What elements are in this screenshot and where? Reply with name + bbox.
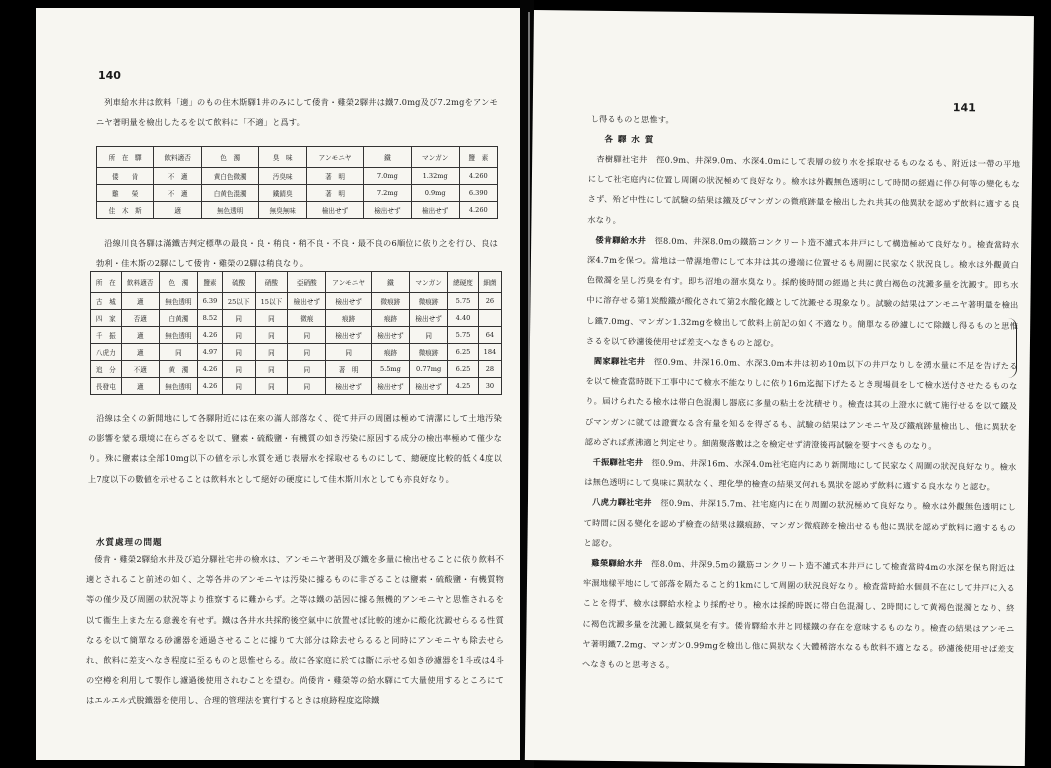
table-cell: 同	[222, 327, 255, 344]
table-cell: 不適	[121, 361, 159, 378]
table-cell: 白黄濁	[159, 310, 197, 327]
table-cell: 著 明	[307, 168, 364, 185]
table-cell: 6.390	[459, 185, 497, 202]
table-cell: 28	[478, 361, 501, 378]
table-cell: 26	[478, 293, 501, 310]
table-cell: 無色透明	[159, 327, 197, 344]
table-cell: 8.52	[198, 310, 223, 327]
station-entry-title: 倭肯驛給水井	[595, 234, 647, 246]
table-row	[91, 344, 502, 361]
table-cell: 0.9mg	[411, 185, 459, 202]
water-quality-table-2	[90, 271, 502, 395]
station-entry-title: 八虎力驛社宅井	[592, 497, 652, 508]
station-entry-body: 杏樹驛社宅井 徑0.9m、井深9.0m、水深4.0mにして表層の絞り水を採取せるものなるも、附近は一帶の平地にして社宅庭内に位置し周圍の狀況極めて良好なり。檢水は外觀無色透明にして時間の經過に伴ひ何等の變化もなさず、殆ど中性にして試驗の結果は鐵及びマンガンの微痕跡量を檢出したれ共其の他異狀を認めず飲料に適する良水なり。	[587, 153, 1021, 225]
table-cell: 黄 濁	[159, 361, 197, 378]
table-cell: 6.39	[198, 293, 223, 310]
table-header-cell: 鹽素	[198, 272, 223, 293]
table-cell: 同	[222, 361, 255, 378]
water-quality-table-1	[96, 146, 498, 219]
table-cell: 不 適	[154, 168, 202, 185]
table-cell: 同	[255, 310, 288, 327]
table-cell: 7.0mg	[363, 168, 411, 185]
table-row	[97, 185, 498, 202]
table-cell: 同	[255, 344, 288, 361]
table-header-cell: 飲料適否	[121, 272, 159, 293]
table-cell: 千 振	[91, 327, 122, 344]
table-cell: 無色透明	[159, 378, 197, 395]
table-header-cell: 所 在	[91, 272, 122, 293]
table-header-row	[91, 272, 502, 293]
table-header-cell: 鹽 素	[459, 147, 497, 168]
station-entry	[584, 452, 1016, 498]
table-row	[91, 293, 502, 310]
table-header-cell: 色 濁	[159, 272, 197, 293]
table-cell: 同	[222, 378, 255, 395]
table-cell: 檢出せず	[371, 327, 409, 344]
ranking-paragraph: 沿線川良各驛は滿鐵吉判定標準の最良・良・稍良・稍不良・不良・最不良の6順位に依り之を行ひ、良は勃利・佳木斯の2驛にして倭肯・雞榮の2驛は稍良なり。	[96, 238, 498, 269]
table-cell: 25以下	[222, 293, 255, 310]
table-cell: 檢出せず	[410, 310, 448, 327]
table-header-cell: 臭 味	[259, 147, 307, 168]
table-cell: 5.75	[448, 327, 479, 344]
table-cell: 同	[326, 344, 371, 361]
table-header-cell: 細菌	[478, 272, 501, 293]
station-entries	[582, 149, 1020, 680]
table-cell: 否適	[121, 310, 159, 327]
table-cell: 鐵錆臭	[259, 185, 307, 202]
table-cell: 同	[255, 361, 288, 378]
table-header-cell: 所 在 驛	[97, 147, 154, 168]
right-page	[525, 10, 1034, 766]
table-row	[91, 310, 502, 327]
table-header-cell: 飲料適否	[154, 147, 202, 168]
table-cell: 檢出せず	[326, 378, 371, 395]
station-entry-body: 徑8.0m、井深9.5mの鐵筋コンクリート造不濾式本井戸にして檢査當時4mの水深を保ち附近は牢濕地樣平地にして部落を隔たること約1kmにして周圍の狀況良好なり。檢査當時給水個員不在にして井戸に入ることを得ず、檢水は驛給水栓より採酌せり。檢水は採酌時既に帯白色混濁し、2時間にして黄褐色混濁となり、終に褐色沈澱多量を沈澱し鐵氣臭を有す。倭肯驛給水井と同樣鐵の存在を意味するものなり。檢査の結果はアンモニヤ著明鐵7.2mg、マンガン0.99mgを檢出し他に異狀なく大體稀溶水なるも飲料不適となる。砂濾後使用せば差支へなきものと思考さる。	[581, 558, 1016, 670]
table-cell: 白黄色混濁	[202, 185, 259, 202]
environment-paragraph: 沿線は全くの新開地にして各驛附近には在來の滿人部落なく、從て井戸の周圍は極めて淸潔にして土地汚染の影響を蒙る環境に在らざるを以て、鹽素・硫酸鹽・有機質の如き汚染に原因する成分の檢出率極めて僅少なり。殊に鹽素は全部10mg以下の値を示し水質を通じ表層水を採取せるものにして、總硬度比較的低く4度以上7度以下の數値を示せることは飲料水として絕好の硬度にして佳木斯川水としても亦良好なり。	[88, 413, 502, 484]
continuation-line: し得るものと思惟す。	[590, 113, 674, 125]
table-cell: 同	[410, 327, 448, 344]
table-cell: 適	[121, 344, 159, 361]
table-cell: 檢出せず	[307, 202, 364, 219]
table-cell: 微痕跡	[410, 344, 448, 361]
table-cell: 長發屯	[91, 378, 122, 395]
table-header-cell: 硝酸	[255, 272, 288, 293]
table-header-cell: マンガン	[410, 272, 448, 293]
table-cell: 同	[222, 344, 255, 361]
station-entry	[587, 149, 1020, 235]
table-cell: 4.260	[459, 202, 497, 219]
table-cell: 古 城	[91, 293, 122, 310]
table-row	[97, 202, 498, 219]
station-entry	[583, 492, 1016, 558]
left-page	[36, 8, 520, 760]
station-entry	[586, 229, 1019, 355]
table-cell: 著 明	[326, 361, 371, 378]
table-header-cell: 鐵	[371, 272, 409, 293]
table-cell: 同	[159, 344, 197, 361]
table-cell: 同	[288, 361, 326, 378]
table-cell: 四 家	[91, 310, 122, 327]
table-cell: 適	[154, 202, 202, 219]
table-cell: 1.32mg	[411, 168, 459, 185]
table-cell: 6.25	[448, 344, 479, 361]
station-entry-title: 閻家驛社宅井	[593, 355, 646, 367]
table-cell: 4.260	[459, 168, 497, 185]
table-cell: 痕跡	[371, 310, 409, 327]
table-header-row	[97, 147, 498, 168]
station-entry-body: 徑8.0m、井深8.0mの鐵筋コンクリート造不濾式本井戸にして構造極めて良好なり。檢査當時水深4.7mを保つ。當地は一帶濕地帶にして本井は其の邊端に位置せるも周圍に民家なく狀況良し。檢水は外觀黄白色微濁を呈し汚臭を有す。即ち沼地の溜水臭なり。採酌後時間の經過と共に黄白褐色の沈澱多量を沈澱す。即ち水中に溶存せる第1炭酸鐵が酸化されて第2水酸化鐵として沈澱せる現象なり。試驗の結果はアンモニヤ著明量を檢出し鐵7.0mg、マンガン1.32mgを檢出して飲料上前記の如く不適なり。簡單なる砂濾しにて除鐵し得るものと思惟さるを以て砂濾後使用せば差支へなきものと認む。	[585, 235, 1020, 348]
page-number: 140	[98, 69, 121, 82]
table-header-cell: 總硬度	[448, 272, 479, 293]
table-cell: 微痕	[288, 310, 326, 327]
station-entry-title: 千振驛社宅井	[592, 456, 644, 468]
table-cell: 同	[288, 327, 326, 344]
section-heading: 各 驛 水 質	[604, 134, 655, 146]
table-cell: 汚臭味	[259, 168, 307, 185]
table-cell: 微痕跡	[410, 293, 448, 310]
table-cell: 檢出せず	[410, 378, 448, 395]
treatment-paragraph: 倭肯・雞榮2驛給水井及び追分驛社宅井の檢水は、アンモニヤ著明及び鐵を多量に檢出せることに依り飲料不適とされること前述の如く、之等各井のアンモニヤは汚染に據るものに非ざることは鹽素・硫酸鹽・有機質物等の僅少及び周圍の狀況等より推察するに難からず。之等は鐵の話因に據る無機的アンモニヤと思惟されるを以て衞生上また左る意義を有せず。鐵は各井水共採酌後空氣中に放置せば比較的速かに酸化沈澱せらるる性質なるを以て簡單なる砂濾器を通過させることに據りて大部分は除去せらるると同時にアンモニヤも除去せられ、飲料に差支へなき程度に至るものと思惟せらる。故に各家庭に於ては斷に示せる如き砂濾器を1斗或は4斗の空樽を利用して製作し濾過後使用されむことを望む。尚倭肯・雞榮等の給水驛にて大量使用するところにてはエルエル式脫鐵器を使用し、合理的管理法を實行するときは痕跡程度迄除鐵	[86, 554, 504, 706]
table-cell: 痕跡	[326, 310, 371, 327]
station-entry-body: 徑0.9m、井深16m、水深4.0m社宅庭内にあり新開地にして民家なく周圍の狀況良好なり。檢水は無色透明にして臭味に異狀なく、理化學的檢査の結果叉何れも異狀を認めず飲料に適する良水なりと認む。	[584, 457, 1017, 492]
table-cell: 4.40	[448, 310, 479, 327]
table-header-cell: アンモニヤ	[326, 272, 371, 293]
table-cell: 同	[222, 310, 255, 327]
table-cell: 30	[478, 378, 501, 395]
table-cell: 無臭無味	[259, 202, 307, 219]
table-cell: 檢出せず	[363, 202, 411, 219]
table-cell: 同	[288, 378, 326, 395]
table-cell: 檢出せず	[326, 327, 371, 344]
station-entry	[582, 553, 1015, 679]
table-cell: 184	[478, 344, 501, 361]
table-cell: 佳 木 斯	[97, 202, 154, 219]
table-cell: 雞 榮	[97, 185, 154, 202]
table-row	[91, 361, 502, 378]
table-cell: 檢出せず	[288, 293, 326, 310]
table-cell: 64	[478, 327, 501, 344]
station-entry-body: 徑0.9m、井深16.0m、水深3.0m本井は初め10m以下の井戸なりしを湧水量に不足を告げたるを以て檢査當時既下工事中にて檢水不能なりしに依り16m迄掘下げたるとき現場員をして檢水送付させたるものなり。屆けられたる檢水は帯白色混濁し器底に多量の粘土を沈積せり。檢査は其の上澄水に就て施行せるを以て鐵及びマンガンに就ては證實なる含有量を知るを得ざるも、試驗の結果はアンモニヤ及び鐵痕跡量檢出し、他に異狀を認めざれば煮沸適と判定せり。細菌聚落數は之を檢定せず淸澄後再試驗を要すべきものなり。	[584, 356, 1018, 451]
table-cell: 4.26	[198, 378, 223, 395]
table-cell: 八虎力	[91, 344, 122, 361]
table-cell: 追 分	[91, 361, 122, 378]
table-row	[91, 327, 502, 344]
station-entry-body: 徑0.9m、井深15.7m、社宅庭内に在り周圍の狀況極めて良好なり。檢水は外觀無色透明にして時間に因る變化を認めず檢査の結果は鐵痕跡、マンガン微痕跡を檢出せるも他に異狀を認めず飲料に適するものと認む。	[583, 497, 1017, 548]
table-cell: 4.25	[448, 378, 479, 395]
table-row	[91, 378, 502, 395]
table-header-cell: 鐵	[363, 147, 411, 168]
table-cell: 檢出せず	[326, 293, 371, 310]
table-cell: 5.5mg	[371, 361, 409, 378]
table-cell: 適	[121, 378, 159, 395]
table-row	[97, 168, 498, 185]
table-cell: 不 適	[154, 185, 202, 202]
table-header-cell: アンモニヤ	[307, 147, 364, 168]
table-cell: 倭 肯	[97, 168, 154, 185]
table-cell: 檢出せず	[411, 202, 459, 219]
table-cell: 4.26	[198, 327, 223, 344]
table-cell: 著 明	[307, 185, 364, 202]
table-header-cell: 亞硝酸	[288, 272, 326, 293]
table-header-cell: マンガン	[411, 147, 459, 168]
table-cell: 同	[255, 327, 288, 344]
table-cell: 5.75	[448, 293, 479, 310]
table-cell: 痕跡	[371, 344, 409, 361]
table-header-cell: 色 濁	[202, 147, 259, 168]
intro-paragraph: 列車給水井は飲料「適」のもの住木斯驛1井のみにして倭肯・雞榮2驛井は鐵7.0mg及び7.2mgをアンモニヤ著明量を檢出したるを以て飲料に「不適」と爲す。	[96, 97, 498, 128]
table-cell: 0.77mg	[410, 361, 448, 378]
pen-mark	[1008, 318, 1017, 378]
table-cell: 適	[121, 327, 159, 344]
table-cell: 4.26	[198, 361, 223, 378]
page-number: 141	[952, 101, 976, 115]
table-cell: 同	[255, 378, 288, 395]
table-cell: 適	[121, 293, 159, 310]
table-header-cell: 硫酸	[222, 272, 255, 293]
table-cell: 微痕跡	[371, 293, 409, 310]
table-cell	[478, 310, 501, 327]
table-cell: 4.97	[198, 344, 223, 361]
table-cell: 同	[288, 344, 326, 361]
table-cell: 無色透明	[159, 293, 197, 310]
station-entry-title: 雞榮驛給水井	[591, 557, 643, 569]
table-cell: 15以下	[255, 293, 288, 310]
table-cell: 檢出せず	[371, 378, 409, 395]
section-heading: 水質處理の問題	[96, 538, 163, 548]
table-cell: 7.2mg	[363, 185, 411, 202]
table-cell: 6.25	[448, 361, 479, 378]
station-entry	[585, 351, 1018, 457]
table-cell: 無色透明	[202, 202, 259, 219]
table-cell: 黄白色微濁	[202, 168, 259, 185]
